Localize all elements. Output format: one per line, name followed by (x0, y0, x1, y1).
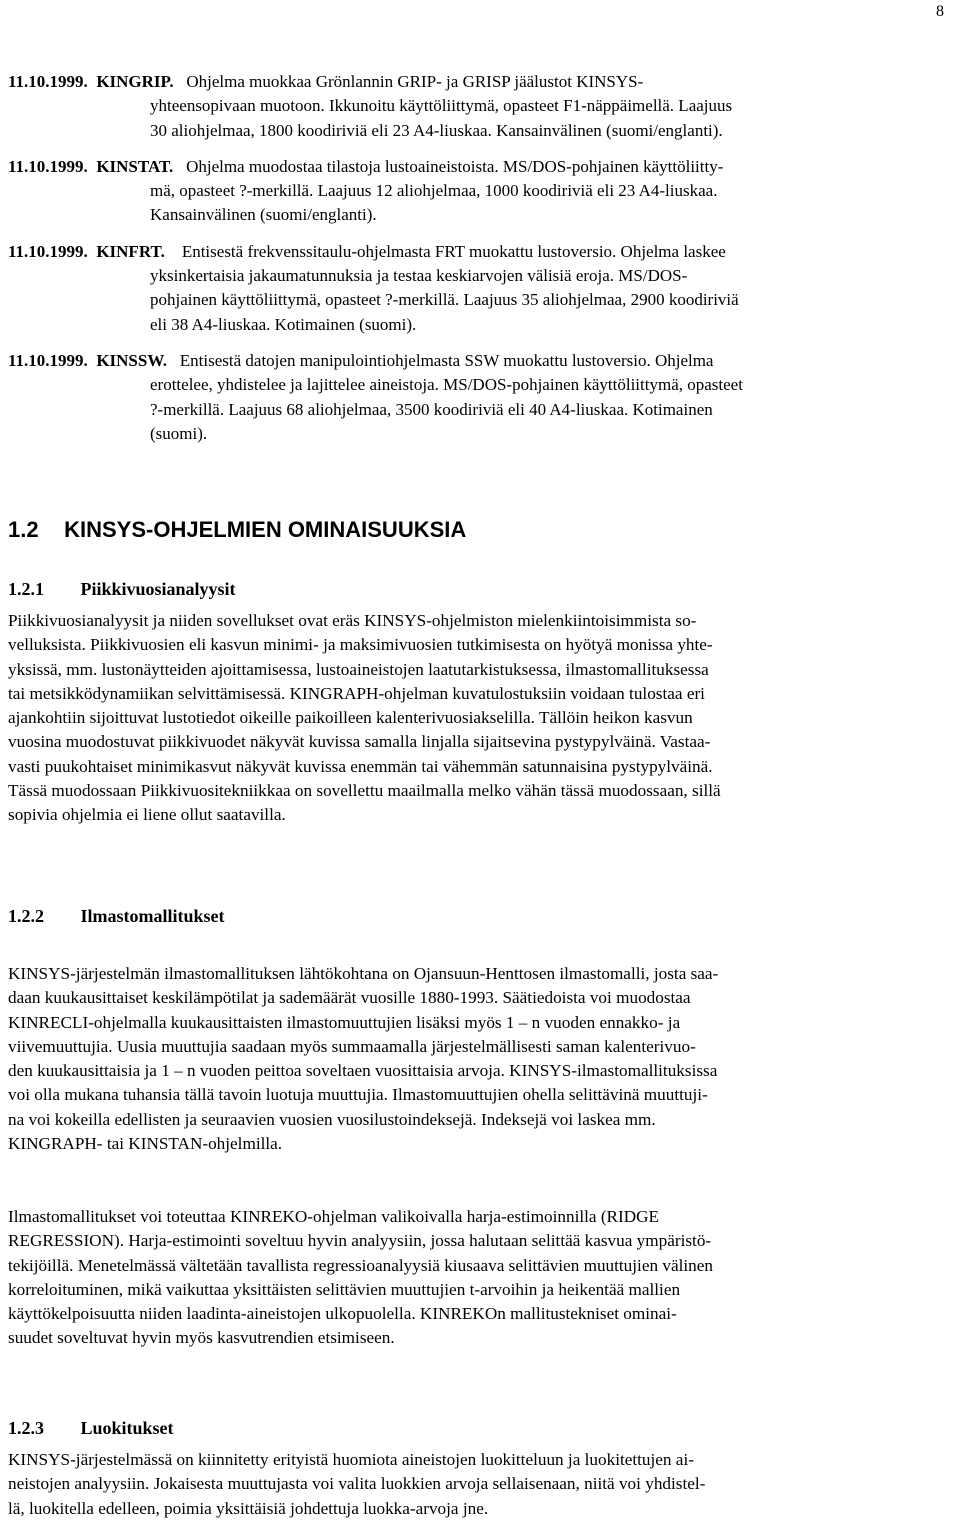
subsection-title: Ilmastomallitukset (80, 906, 225, 926)
section-title: KINSYS-OHJELMIEN OMINAISUUKSIA (64, 517, 467, 542)
paragraph (8, 1448, 954, 1521)
paragraph-line: den kuukausittaisia ja 1 – n vuoden peittoa soveltaen vuosittaisia arvoja. KINSYS-ilmastomallituksissa (8, 1061, 718, 1081)
program-entry-kinfrt (8, 240, 948, 337)
paragraph-line: Ilmastomallitukset voi toteuttaa KINREKO-ohjelman valikoivalla harja-estimoinnilla (RIDGE (8, 1207, 660, 1226)
paragraph-line: daan kuukausittaiset keskilämpötilat ja sademäärät vuosille 1880-1993. Säätiedoista voi muodostaa (8, 988, 691, 1008)
entry-first-line (8, 70, 948, 94)
entry-name: KINFRT. (96, 241, 165, 261)
entry-first-line (8, 240, 948, 264)
entry-text-line: ?-merkillä. Laajuus 68 aliohjelmaa, 3500 koodiriviä eli 40 A4-liuskaa. Kotimainen (150, 399, 713, 419)
subsection-number: 1.2.1 (8, 579, 44, 599)
entry-text-line: Entisestä frekvenssitaulu-ohjelmasta FRT muokattu lustoversio. Ohjelma laskee (181, 241, 726, 261)
paragraph-line: lä, luokitella edelleen, poimia yksittäisiä johdettuja luokka-arvoja jne. (8, 1498, 489, 1518)
subsection-heading-luokitukset (8, 1416, 174, 1440)
paragraph (8, 609, 954, 828)
program-entry-kinssw (8, 349, 948, 446)
entry-text-line: Kansainvälinen (suomi/englanti). (150, 205, 377, 225)
entry-text-line: 30 aliohjelmaa, 1800 koodiriviä eli 23 A4-liuskaa. Kansainvälinen (suomi/englanti). (150, 120, 723, 140)
paragraph-line: Tässä muodossaan Piikkivuositekniikkaa on sovellettu maailmalla melko vähän tässä muodossaan, sillä (8, 781, 721, 801)
paragraph-line: tai metsikködynamiikan selvittämisessä. KINGRAPH-ohjelman kuvatulostuksiin voidaan tulostaa eri (8, 683, 705, 703)
paragraph-line: viivemuuttujia. Uusia muuttujia saadaan myös summaamalla järjestelmällisesti saman kalenterivuo- (8, 1036, 696, 1056)
subsection-heading-ilmastomallitukset (8, 904, 225, 928)
paragraph-line: sopivia ohjelmia ei liene ollut saatavilla. (8, 805, 286, 825)
paragraph-line: KINGRAPH- tai KINSTAN-ohjelmilla. (8, 1134, 283, 1154)
entry-text-line: Ohjelma muokkaa Grönlannin GRIP- ja GRISP jäälustot KINSYS- (186, 72, 644, 91)
program-entry-kingrip (8, 70, 948, 143)
paragraph-line: vuosina muodostuvat piikkivuodet näkyvät kuvissa samalla linjalla sijaitsevina pystypylväinä. Vastaa- (8, 732, 711, 752)
page-number: 8 (936, 3, 944, 20)
paragraph-line: suudet soveltuvat hyvin myös kasvutrendien etsimiseen. (8, 1328, 395, 1348)
entry-text-line: pohjainen käyttöliittymä, opasteet ?-merkillä. Laajuus 35 aliohjelmaa, 2900 koodiriviä (150, 290, 739, 310)
paragraph-line: na voi kokeilla edellisten ja seuraavien vuosien vuosilustoindeksejä. Indeksejä voi laskea mm. (8, 1109, 656, 1129)
paragraph-line: yksissä, mm. lustonäytteiden ajoittamisessa, lustoaineistojen laatutarkistuksessa, ilmastomallituksessa (8, 659, 709, 679)
paragraph-line: Piikkivuosianalyysit ja niiden sovellukset ovat eräs KINSYS-ohjelmiston mielenkiintoisimmista so- (8, 611, 697, 630)
paragraph-line: korreloituminen, mikä vaikuttaa yksittäisten selittävien muuttujien t-arvoihin ja heikentää mallien (8, 1279, 681, 1299)
paragraph-line: vasti puukohtaiset minimikasvut näkyvät kuvissa enemmän tai vähemmän satunnaisina pystypylväinä. (8, 756, 713, 776)
entry-date: 11.10.1999. (8, 72, 88, 91)
entry-text-line: Ohjelma muodostaa tilastoja lustoaineistoista. MS/DOS-pohjainen käyttöliitty- (186, 156, 724, 176)
paragraph-line: ajankohtiin sijoittuvat lustotiedot oikeille paikoilleen kalenterivuosiakselilla. Tällöin heikon kasvun (8, 708, 693, 728)
subsection-title: Piikkivuosianalyysit (80, 579, 236, 599)
program-list (8, 70, 948, 458)
entry-text-line: eli 38 A4-liuskaa. Kotimainen (suomi). (150, 314, 417, 334)
paragraph-line: KINRECLI-ohjelmalla kuukausittaisten ilmastomuuttujien lisäksi myös 1 – n vuoden ennakko- ja (8, 1012, 681, 1032)
entry-name: KINSTAT. (96, 156, 174, 176)
paragraph-line: tekijöillä. Menetelmässä vältetään tavallista regressioanalyysiä kiusaava selittävien muuttujien välinen (8, 1255, 713, 1275)
paragraph-line: REGRESSION). Harja-estimointi soveltuu hyvin analyysiin, jossa halutaan selittää kasvua ympäristö- (8, 1231, 712, 1251)
entry-name: KINSSW. (96, 350, 168, 370)
entry-text-line: yksinkertaisia jakaumatunnuksia ja testaa keskiarvojen välisiä eroja. MS/DOS- (150, 266, 688, 286)
paragraph (8, 1205, 954, 1351)
program-entry-kinstat (8, 155, 948, 228)
entry-text-line: Entisestä datojen manipulointiohjelmasta SSW muokattu lustoversio. Ohjelma (179, 350, 714, 370)
entry-text-line: yhteensopivaan muotoon. Ikkunoitu käyttöliittymä, opasteet F1-näppäimellä. Laajuus (150, 96, 733, 116)
paragraph-line: KINSYS-järjestelmän ilmastomallituksen lähtökohtana on Ojansuun-Henttosen ilmastomalli, josta saa- (8, 964, 719, 983)
entry-date: 11.10.1999. (8, 241, 88, 261)
entry-text-line: mä, opasteet ?-merkillä. Laajuus 12 aliohjelmaa, 1000 koodiriviä eli 23 A4-liuskaa. (150, 181, 718, 201)
paragraph-line: velluksista. Piikkivuosien eli kasvun minimi- ja maksimivuosien tutkimisesta on hyötyä monissa yhte- (8, 635, 713, 655)
entry-first-line (8, 155, 948, 179)
entry-text-line: erottelee, yhdistelee ja lajittelee aineistoja. MS/DOS-pohjainen käyttöliittymä, opasteet (150, 375, 743, 395)
paragraph-line: käyttökelpoisuutta niiden laadinta-aineistojen ulkopuolella. KINREKOn mallitustekniset ominai- (8, 1304, 677, 1324)
subsection-number: 1.2.2 (8, 906, 44, 926)
paragraph-line: voi olla mukana tuhansia tällä tavoin luotuja muuttujia. Ilmastomuuttujien ohella selittävinä muuttuji- (8, 1085, 708, 1105)
subsection-heading-piikkivuosianalyysit (8, 577, 236, 601)
entry-first-line (8, 349, 948, 373)
paragraph-line: KINSYS-järjestelmässä on kiinnitetty erityistä huomiota aineistojen luokitteluun ja luokitettujen ai- (8, 1450, 694, 1469)
entry-date: 11.10.1999. (8, 350, 88, 370)
entry-date: 11.10.1999. (8, 156, 88, 176)
subsection-title: Luokitukset (80, 1418, 174, 1438)
section-number: 1.2 (8, 517, 39, 542)
subsection-number: 1.2.3 (8, 1418, 44, 1438)
entry-name: KINGRIP. (96, 72, 174, 91)
paragraph (8, 962, 954, 1156)
entry-text-line: (suomi). (150, 423, 208, 443)
section-heading (8, 515, 466, 545)
paragraph-line: neistojen analyysiin. Jokaisesta muuttujasta voi valita luokkien arvoja sellaisenaan, niitä voi yhdistel- (8, 1474, 706, 1494)
